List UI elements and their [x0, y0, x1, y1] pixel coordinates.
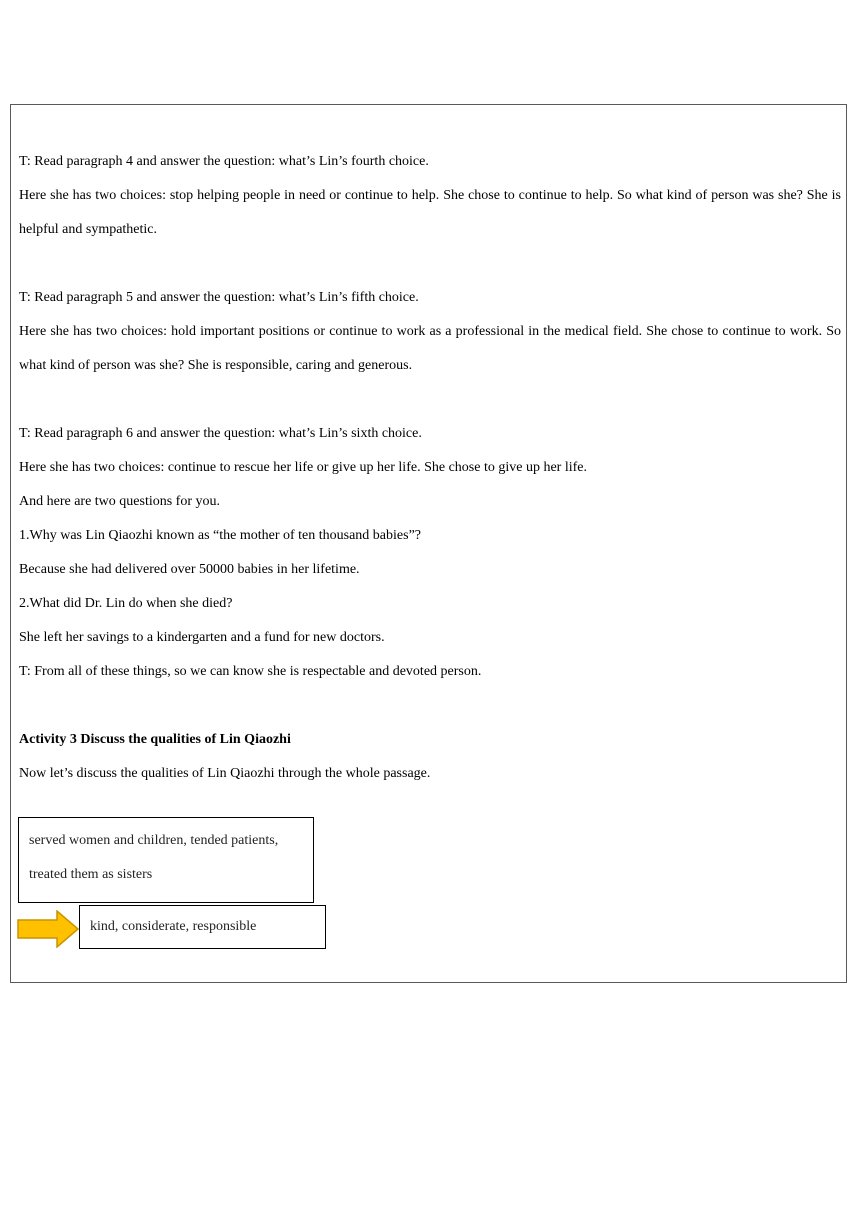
arrow-right-icon [17, 910, 79, 948]
p6-prompt: T: Read paragraph 6 and answer the question: what’s Lin’s sixth choice. [19, 426, 422, 441]
p4-answer: Here she has two choices: stop helping people in need or continue to help. She chose to continue to help. So what kind of person was she? She is helpful and sympathetic. [19, 188, 841, 237]
p6-answer: Here she has two choices: continue to rescue her life or give up her life. She chose to give up her life. [19, 460, 587, 475]
p5-answer: Here she has two choices: hold important positions or continue to work as a professional in the medical field. She chose to continue to work. So what kind of person was she? She is responsible, caring and generous. [19, 324, 841, 373]
evidence-line-1: served women and children, tended patients, [29, 833, 279, 848]
evidence-box [18, 817, 314, 903]
conclusion: T: From all of these things, so we can know she is respectable and devoted person. [19, 664, 482, 679]
answer-2: She left her savings to a kindergarten and a fund for new doctors. [19, 630, 385, 645]
evidence-line-2: treated them as sisters [29, 867, 153, 882]
answer-1: Because she had delivered over 50000 babies in her lifetime. [19, 562, 360, 577]
activity-heading: Activity 3 Discuss the qualities of Lin Qiaozhi [19, 732, 291, 747]
qualities-text: kind, considerate, responsible [90, 919, 257, 934]
lesson-frame [10, 104, 847, 983]
spacer [19, 383, 841, 417]
spacer [19, 689, 841, 723]
qualities-box [79, 905, 326, 949]
p5-prompt: T: Read paragraph 5 and answer the question: what’s Lin’s fifth choice. [19, 290, 419, 305]
arrow-shape [18, 911, 78, 947]
spacer [19, 247, 841, 281]
p4-prompt: T: Read paragraph 4 and answer the question: what’s Lin’s fourth choice. [19, 154, 429, 169]
questions-intro: And here are two questions for you. [19, 494, 221, 509]
question-2: 2.What did Dr. Lin do when she died? [19, 596, 233, 611]
lesson-content [19, 145, 841, 791]
question-1: 1.Why was Lin Qiaozhi known as “the mother of ten thousand babies”? [19, 528, 422, 543]
activity-intro: Now let’s discuss the qualities of Lin Qiaozhi through the whole passage. [19, 766, 431, 781]
